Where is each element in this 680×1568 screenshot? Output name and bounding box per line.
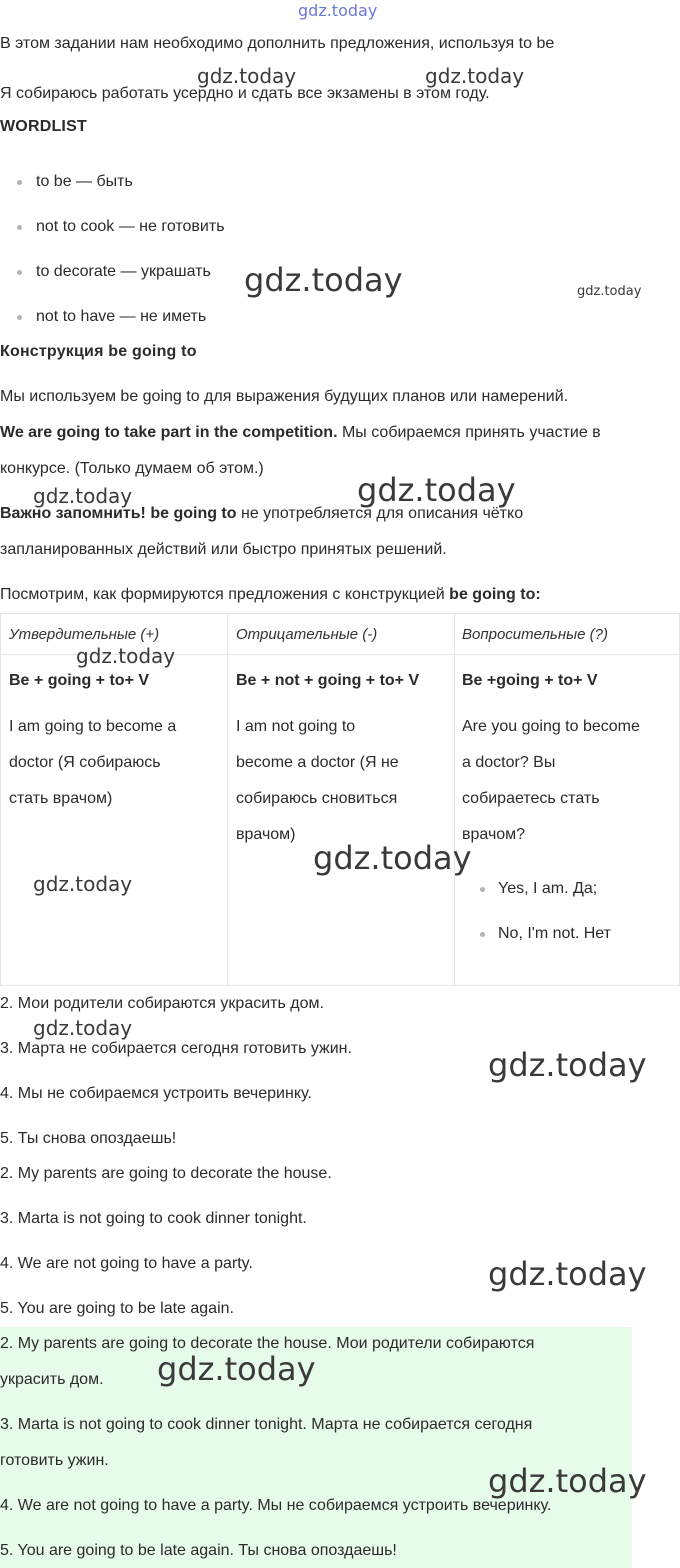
watermark: gdz.today bbox=[33, 872, 133, 896]
watermark: gdz.today bbox=[157, 1350, 316, 1388]
watermark: gdz.today bbox=[425, 64, 525, 88]
watermark: gdz.today bbox=[488, 1255, 647, 1293]
watermark: gdz.today bbox=[33, 484, 133, 508]
watermark: gdz.today bbox=[313, 839, 472, 877]
english-sentence: 4. We are not going to have a party. bbox=[0, 1255, 253, 1272]
table-formula: Be + going + to+ V bbox=[9, 672, 150, 689]
table-answer: Yes, I am. Да; bbox=[498, 880, 598, 897]
answer-line: 3. Marta is not going to cook dinner tonight. Марта не собирается сегодня bbox=[0, 1416, 533, 1433]
formation-intro bbox=[0, 585, 541, 605]
answer-line: 4. We are not going to have a party. Мы не собираемся устроить вечеринку. bbox=[0, 1497, 552, 1514]
table-cell-line: become a doctor (Я не bbox=[236, 754, 399, 771]
table-header: Вопросительные (?) bbox=[462, 626, 608, 643]
table-cell-line: I am not going to bbox=[236, 718, 356, 735]
list-item: to decorate — украшать bbox=[36, 263, 211, 280]
table-cell-line: собираюсь сновиться bbox=[236, 790, 398, 807]
russian-sentence: 4. Мы не собираемся устроить вечеринку. bbox=[0, 1085, 312, 1102]
russian-sentence: 2. Мои родители собираются украсить дом. bbox=[0, 995, 324, 1012]
list-bullet bbox=[17, 270, 22, 275]
formation-table bbox=[0, 613, 680, 986]
english-sentence: 3. Marta is not going to cook dinner tonight. bbox=[0, 1210, 307, 1227]
wordlist-title: WORDLIST bbox=[0, 118, 87, 135]
construction-note-line2: запланированных действий или быстро принятых решений. bbox=[0, 541, 447, 558]
watermark: gdz.today bbox=[244, 261, 403, 299]
intro-line-2: Я собираюсь работать усердно и сдать все экзамены в этом году. bbox=[0, 85, 490, 102]
construction-example-line2: конкурсе. (Только думаем об этом.) bbox=[0, 460, 264, 477]
watermark: gdz.today bbox=[33, 1016, 133, 1040]
watermark: gdz.today bbox=[577, 284, 642, 299]
answer-line: 2. My parents are going to decorate the house. Мои родители собираются bbox=[0, 1335, 535, 1352]
note-rest: не употребляется для описания чётко bbox=[236, 505, 524, 522]
answer-line: 5. You are going to be late again. Ты снова опоздаешь! bbox=[0, 1542, 397, 1559]
answer-bullet bbox=[480, 887, 485, 892]
russian-sentence: 3. Марта не собирается сегодня готовить ужин. bbox=[0, 1040, 352, 1057]
list-item: not to have — не иметь bbox=[36, 308, 207, 325]
table-cell-line: врачом? bbox=[462, 826, 526, 843]
table-header: Утвердительные (+) bbox=[9, 626, 160, 643]
construction-title: Конструкция be going to bbox=[0, 343, 197, 360]
construction-example bbox=[0, 423, 601, 443]
answer-line: готовить ужин. bbox=[0, 1452, 109, 1469]
answers-highlight-block bbox=[0, 1327, 632, 1568]
note-bold: Важно запомнить! be going to bbox=[0, 505, 237, 522]
watermark: gdz.today bbox=[488, 1046, 647, 1084]
watermark: gdz.today bbox=[197, 64, 297, 88]
answer-bullet bbox=[480, 932, 485, 937]
answer-line: украсить дом. bbox=[0, 1371, 104, 1388]
formation-bold: be going to: bbox=[449, 586, 541, 603]
table-cell-line: собираетесь стать bbox=[462, 790, 600, 807]
watermark: gdz.today bbox=[488, 1462, 647, 1500]
example-english: We are going to take part in the competition. bbox=[0, 424, 338, 441]
list-bullet bbox=[17, 315, 22, 320]
english-sentence: 2. My parents are going to decorate the house. bbox=[0, 1165, 332, 1182]
table-cell-line: a doctor? Вы bbox=[462, 754, 556, 771]
table-cell-line: врачом) bbox=[236, 826, 296, 843]
list-item: to be — быть bbox=[36, 173, 133, 190]
table-cell-line: I am going to become a bbox=[9, 718, 177, 735]
watermark-top: gdz.today bbox=[298, 1, 378, 20]
list-item: not to cook — не готовить bbox=[36, 218, 225, 235]
example-translation: Мы собираемся принять участие в bbox=[337, 424, 601, 441]
russian-sentence: 5. Ты снова опоздаешь! bbox=[0, 1130, 177, 1147]
table-cell-line: Are you going to become bbox=[462, 718, 640, 735]
table-answer: No, I'm not. Нет bbox=[498, 925, 611, 942]
table-formula: Be + not + going + to+ V bbox=[236, 672, 420, 689]
table-formula: Be +going + to+ V bbox=[462, 672, 598, 689]
watermark: gdz.today bbox=[76, 644, 176, 668]
english-sentence: 5. You are going to be late again. bbox=[0, 1300, 234, 1317]
table-cell-line: стать врачом) bbox=[9, 790, 113, 807]
list-bullet bbox=[17, 225, 22, 230]
construction-usage: Мы используем be going to для выражения будущих планов или намерений. bbox=[0, 388, 569, 405]
table-cell-line: doctor (Я собираюсь bbox=[9, 754, 161, 771]
watermark: gdz.today bbox=[357, 471, 516, 509]
list-bullet bbox=[17, 180, 22, 185]
formation-text: Посмотрим, как формируются предложения с конструкцией bbox=[0, 586, 450, 603]
table-header: Отрицательные (-) bbox=[236, 626, 378, 643]
intro-line-1: В этом задании нам необходимо дополнить предложения, используя to be bbox=[0, 35, 555, 52]
